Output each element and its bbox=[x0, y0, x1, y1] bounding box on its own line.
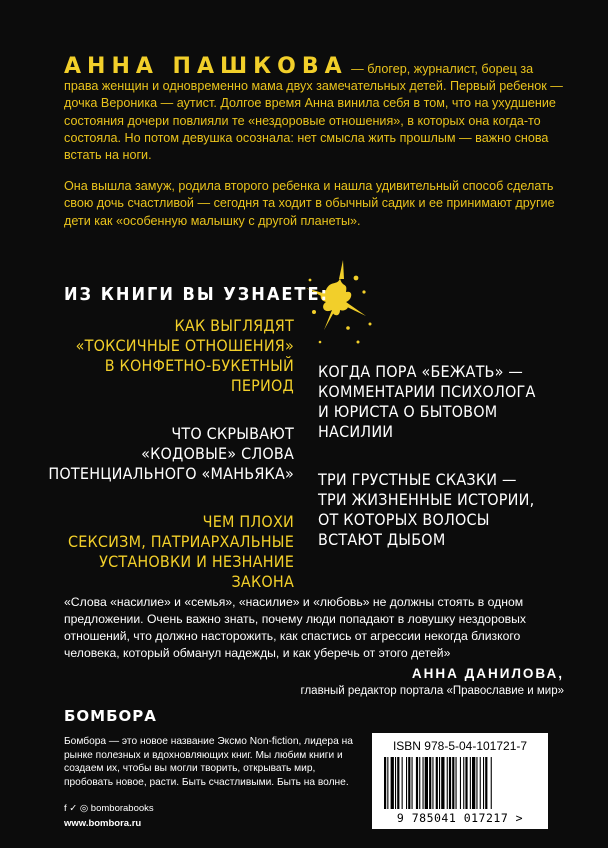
author-bio bbox=[64, 54, 564, 230]
barcode-bar bbox=[470, 757, 471, 809]
learn-item-line: КОММЕНТАРИИ ПСИХОЛОГА bbox=[318, 382, 536, 401]
quote-attribution bbox=[301, 666, 564, 697]
learn-item-line: ОТ КОТОРЫХ ВОЛОСЫ bbox=[318, 510, 490, 529]
barcode-bar bbox=[472, 757, 475, 809]
barcode-bar bbox=[384, 757, 386, 809]
publisher-logo: БОМБОРА bbox=[64, 707, 157, 725]
learn-item-line: ТРИ ЖИЗНЕННЫЕ ИСТОРИИ, bbox=[318, 490, 535, 509]
author-bio-paragraph-1 bbox=[64, 54, 564, 164]
learn-item-line: ЧТО СКРЫВАЮТ bbox=[171, 424, 294, 443]
learn-item-4 bbox=[318, 362, 578, 442]
quote-author-name: АННА ДАНИЛОВА, bbox=[411, 666, 564, 681]
learn-item-5 bbox=[318, 470, 578, 550]
barcode-bar bbox=[397, 757, 399, 809]
learn-item-2 bbox=[34, 424, 294, 484]
barcode-bar bbox=[485, 757, 487, 809]
learn-item-line: И ЮРИСТА О БЫТОВОМ bbox=[318, 402, 498, 421]
author-bio-paragraph-2: Она вышла замуж, родила второго ребенка и нашла удивительный способ сделать свою дочь счастливой — сегодня та ходит в обычный садик и ее принимают другие дети как «особенную малышку с другой планеты». bbox=[64, 179, 555, 228]
barcode-bar bbox=[447, 757, 448, 809]
barcode-bar bbox=[476, 757, 477, 809]
barcode-bar bbox=[395, 757, 396, 809]
barcode-bar bbox=[456, 757, 457, 809]
barcode-digits: 9 785041 017217 > bbox=[396, 811, 524, 825]
barcode-bar bbox=[491, 757, 492, 809]
barcode-bar bbox=[449, 757, 451, 809]
learn-item-line: ЧЕМ ПЛОХИ bbox=[202, 512, 294, 531]
barcode-bar bbox=[412, 757, 413, 809]
social-handles: f ✓ ◎ bomborabooks bbox=[64, 803, 154, 814]
learn-item-line: СЕКСИЗМ, ПАТРИАРХАЛЬНЫЕ bbox=[67, 532, 294, 551]
barcode-bar bbox=[423, 757, 424, 809]
barcode-bar bbox=[406, 757, 407, 809]
barcode-icon bbox=[382, 757, 538, 809]
learn-item-line: УСТАНОВКИ И НЕЗНАНИЕ ЗАКОНА bbox=[99, 552, 294, 591]
barcode-bar bbox=[439, 757, 440, 809]
learn-item-3 bbox=[34, 512, 294, 592]
learn-item-line: ПЕРИОД bbox=[230, 376, 294, 395]
learn-item-1 bbox=[34, 316, 294, 396]
barcode-bar bbox=[416, 757, 418, 809]
learn-item-line: НАСИЛИИ bbox=[318, 422, 394, 441]
barcode-bar bbox=[465, 757, 467, 809]
barcode-bar bbox=[436, 757, 438, 809]
learn-heading: ИЗ КНИГИ ВЫ УЗНАЕТЕ: bbox=[64, 284, 330, 305]
publisher-website: www.bombora.ru bbox=[64, 818, 142, 829]
learn-item-line: В КОНФЕТНО-БУКЕТНЫЙ bbox=[104, 356, 294, 375]
publisher-description: Бомбора — это новое название Эксмо Non-fiction, лидера на рынке полезных и вдохновляющих книг. Мы любим книги и создаем их, чтобы вы могли творить, открывать мир, пробовать новое, расти. Быть счастливыми. Быть на волне. bbox=[64, 736, 353, 788]
barcode-bar bbox=[419, 757, 420, 809]
barcode-bar bbox=[408, 757, 410, 809]
barcode-bar bbox=[387, 757, 388, 809]
isbn-number: ISBN 978-5-04-101721-7 bbox=[392, 739, 528, 753]
barcode-bar bbox=[483, 757, 484, 809]
barcode-bar bbox=[480, 757, 481, 809]
barcode-bar bbox=[391, 757, 394, 809]
learn-item-line: «КОДОВЫЕ» СЛОВА bbox=[141, 444, 294, 463]
barcode-box bbox=[372, 733, 548, 829]
barcode-bar bbox=[429, 757, 431, 809]
learn-item-line: ПОТЕНЦИАЛЬНОГО «МАНЬЯКА» bbox=[48, 464, 294, 483]
author-bio-text-1: — блогер, журналист, борец за права женщин и одновременно мама двух замечательных детей. Первый ребенок — дочка Вероника — аутист. Долгое время Анна винила себя в том, что на ухудшение состояния дочери повлияли те «нездоровые отношения», в которых она когда-то состояла. Но потом девушка осознала: нет смысла жить прошлым — важно снова встать на ноги. bbox=[64, 62, 563, 163]
barcode-bar bbox=[452, 757, 454, 809]
learn-item-line: ТРИ ГРУСТНЫЕ СКАЗКИ — bbox=[318, 470, 517, 489]
barcode-bar bbox=[425, 757, 428, 809]
barcode-bar bbox=[432, 757, 433, 809]
quote-text: «Слова «насилие» и «семья», «насилие» и «любовь» не должны стоять в одном предложении. Очень важно знать, почему люди попадают в ловушку нездоровых отношений, что должно насторожить, как спастись от агрессии некогда близкого человека, который обманул надежды, и как уберечь от этого детей» bbox=[64, 595, 526, 660]
learn-item-line: КАК ВЫГЛЯДЯТ bbox=[174, 316, 294, 335]
barcode-bar bbox=[402, 757, 403, 809]
quote-author-role: главный редактор портала «Православие и мир» bbox=[300, 685, 564, 697]
barcode-bar bbox=[441, 757, 444, 809]
learn-item-line: ВСТАЮТ ДЫБОМ bbox=[318, 530, 446, 549]
paint-splat-icon bbox=[296, 258, 386, 358]
learn-item-line: «ТОКСИЧНЫЕ ОТНОШЕНИЯ» bbox=[75, 336, 294, 355]
barcode-bar bbox=[463, 757, 464, 809]
barcode-bar bbox=[460, 757, 461, 809]
learn-item-line: КОГДА ПОРА «БЕЖАТЬ» — bbox=[318, 362, 524, 381]
author-name: АННА ПАШКОВА bbox=[64, 54, 348, 79]
